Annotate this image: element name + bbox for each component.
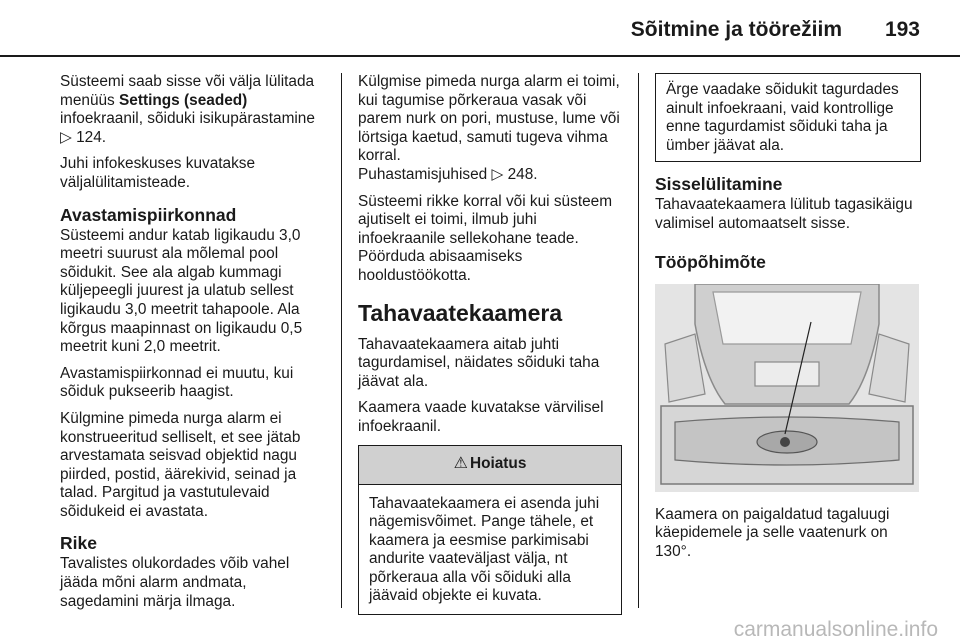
triangle-right-icon: ▷: [60, 128, 72, 146]
triangle-right-icon: ▷: [491, 165, 504, 183]
column-divider: [638, 73, 639, 608]
section-heading: Rike: [60, 533, 97, 554]
page-title: Sõitmine ja töörežiim: [630, 18, 842, 41]
paragraph: Juhi infokeskuses kuvatakse väljalülitamisteade.: [60, 155, 256, 191]
rear-camera-illustration: [655, 284, 919, 492]
header-rule: [0, 55, 960, 57]
car-rear-drawing: [655, 284, 919, 492]
warning-text: Tahavaatekaamera ei asenda juhi nägemisvõimet. Pange tähele, et kaamera ja eesmise parkimisabi andurite vaateväljast välja, nt põrkeraua alla või sõiduki alla jäävaid objekte ei kuvata.: [369, 494, 600, 605]
paragraph: Tahavaatekaamera lülitub tagasikäigu valimisel automaatselt sisse.: [655, 196, 913, 232]
watermark: carmanualsonline.info: [733, 618, 938, 641]
paragraph: Külgmise pimeda nurga alarm ei toimi, kui tagumise põrkeraua vasak või parem nurk on pori, mustuse, lume või lörtsiga kaetud, samuti tugeva vihma korral.: [358, 73, 620, 165]
column-3: [655, 73, 921, 569]
warning-header: [359, 446, 621, 485]
menu-name: Settings (seaded): [119, 91, 248, 109]
paragraph: Süsteemi saab sisse või välja lülitada menüüs Settings (seaded) infoekraanil, sõiduki isikupärastamine ▷ 124.: [60, 73, 315, 146]
column-divider: [341, 73, 342, 608]
paragraph: Kaamera vaade kuvatakse värvilisel infoekraanil.: [358, 399, 604, 435]
section-heading: Tööpõhimõte: [655, 251, 766, 272]
page-reference[interactable]: 248.: [507, 165, 538, 183]
warning-triangle-icon: ⚠: [453, 455, 468, 473]
page-header: [0, 0, 960, 52]
paragraph: Külgmine pimeda nurga alarm ei konstrueeritud selliselt, et see jätab arvestamata seisvad objektid nagu piirded, postid, äärekivid, seinad ja talad. Pargitud ja vastutulevaid sõidukeid ei avastata.: [60, 409, 301, 520]
warning-title: Hoiatus: [469, 455, 527, 473]
page-reference[interactable]: 124.: [76, 128, 107, 146]
section-heading: Avastamispiirkonnad: [60, 204, 237, 225]
paragraph: Süsteemi rikke korral või kui süsteem ajutiselt ei toimi, ilmub juhi infoekraanile sellekohane teade. Pöörduda abisaamiseks hooldustöökotta.: [358, 192, 613, 284]
section-heading: Sisselülitamine: [655, 174, 783, 195]
column-2: [358, 73, 626, 615]
paragraph: Süsteemi andur katab ligikaudu 3,0 meetri suurust ala mõlemal pool sõidukit. See ala algab kummagi küljepeegli juurest ja ulatub sellest ligikaudu 3,0 meetrit tahapoole. Ala kõrgus maapinnast on ligikaudu 0,5 meetrit kuni 2,0 meetrit.: [60, 226, 303, 356]
note-box: Ärge vaadake sõidukit tagurdades ainult infoekraani, vaid kontrollige enne tagurdamist sõiduki taha ja ümber jäävat ala.: [655, 73, 921, 162]
paragraph: Tahavaatekaamera aitab juhti tagurdamisel, näidates sõiduki taha jäävat ala.: [358, 335, 600, 390]
paragraph: Puhastamisjuhised ▷ 248.: [358, 165, 538, 183]
chapter-heading: Tahavaatekaamera: [358, 299, 563, 326]
warning-box: [358, 445, 622, 616]
paragraph: Kaamera on paigaldatud tagaluugi käepidemele ja selle vaatenurk on 130°.: [655, 505, 890, 560]
paragraph: Tavalistes olukordades võib vahel jääda mõni alarm andmata, sagedamini märja ilmaga.: [60, 555, 290, 610]
paragraph: Avastamispiirkonnad ei muutu, kui sõiduk pukseerib haagist.: [60, 364, 294, 401]
column-1: [60, 73, 328, 619]
page-number: 193: [884, 18, 920, 41]
